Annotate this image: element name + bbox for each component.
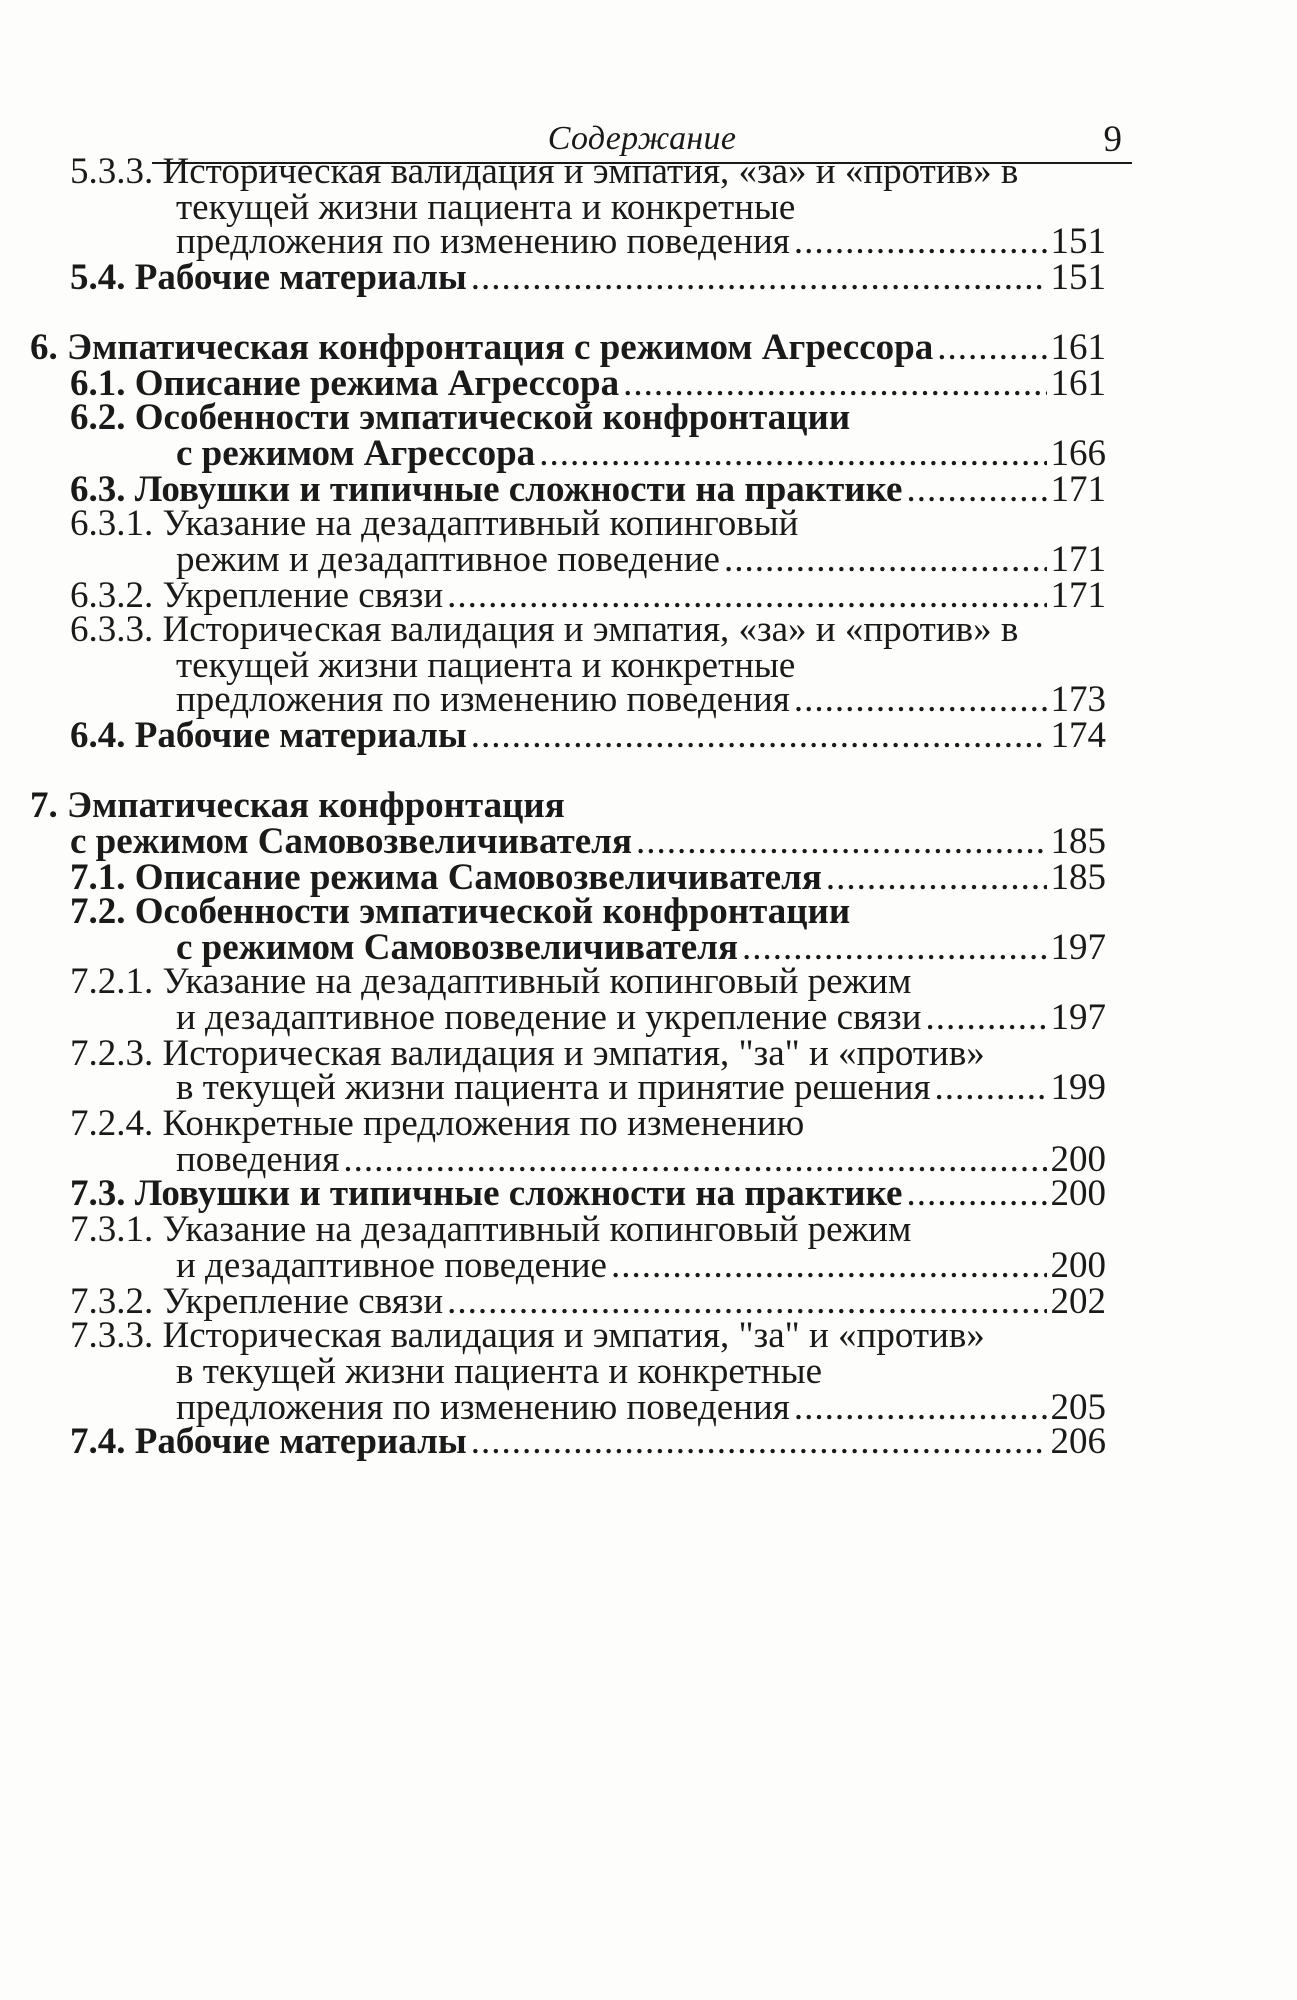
toc-entry-text: Рабочие материалы (134, 715, 467, 756)
toc-page-number: 161 (1050, 363, 1106, 404)
toc-entry-5-3-3-line2: текущей жизни пациента и конкретные (176, 187, 796, 228)
toc-entry-text: предложения по изменению поведения (176, 679, 790, 720)
toc-entry-text: и дезадаптивное поведение и укрепление связи (176, 997, 922, 1038)
toc-entry-text: Эмпатическая конфронтация с режимом Агрессора (67, 327, 934, 368)
toc-entry-text: с режимом Агрессора (176, 433, 536, 474)
leader-dots (471, 256, 1047, 300)
toc-entry-text: Историческая валидация и эмпатия, «за» и «против» в (162, 609, 1019, 650)
toc-entry-text: Эмпатическая конфронтация (67, 785, 565, 826)
toc-entry-text: Укрепление связи (162, 1281, 444, 1322)
toc-entry-number: 6.2. (70, 397, 126, 438)
toc-entry-number: 6.4. (70, 715, 126, 756)
toc-entry-number: 7.2.4. (70, 1103, 154, 1144)
toc-entry-text: поведения (176, 1139, 340, 1180)
toc-entry-text: Особенности эмпатической конфронтации (134, 397, 851, 438)
toc-entry-text: предложения по изменению поведения (176, 221, 790, 262)
toc-entry-7-3-3-line2: в текущей жизни пациента и конкретные (176, 1351, 823, 1392)
toc-entry-number: 6.3.3. (70, 609, 154, 650)
table-of-contents (30, 0, 1130, 2000)
toc-page-number: 171 (1050, 469, 1106, 510)
toc-page-number: 151 (1050, 257, 1106, 298)
toc-entry-number: 7.3.1. (70, 1209, 154, 1250)
toc-entry-text: Историческая валидация и эмпатия, "за" и «против» (162, 1315, 985, 1356)
toc-page-number: 185 (1050, 857, 1106, 898)
toc-page-number: 205 (1050, 1387, 1106, 1428)
toc-entry-text: Ловушки и типичные сложности на практике (134, 1173, 903, 1214)
toc-page-number: 185 (1050, 821, 1106, 862)
toc-entry-text: Описание режима Самовозвеличивателя (134, 857, 822, 898)
toc-entry-text: режим и дезадаптивное поведение (176, 539, 720, 580)
leader-dots (906, 1172, 1046, 1216)
toc-entry-number: 7.2. (70, 891, 126, 932)
toc-entry-text: Указание на дезадаптивный копинговый режим (162, 961, 912, 1002)
toc-page-number: 161 (1050, 327, 1106, 368)
toc-entry-number: 7.2.1. (70, 961, 154, 1002)
toc-page-number: 202 (1050, 1281, 1106, 1322)
toc-entry-text: Указание на дезадаптивный копинговый (162, 503, 799, 544)
toc-entry-number: 7.2.3. (70, 1033, 154, 1074)
toc-entry-text: в текущей жизни пациента и принятие решения (176, 1067, 931, 1108)
leader-dots (471, 1420, 1047, 1464)
toc-page-number: 171 (1050, 539, 1106, 580)
toc-entry-number: 6.3. (70, 469, 126, 510)
page-number: 9 (1103, 119, 1122, 160)
toc-page-number: 199 (1050, 1067, 1106, 1108)
toc-entry-number: 7.3.3. (70, 1315, 154, 1356)
toc-entry-6-3-3-line2: текущей жизни пациента и конкретные (176, 645, 796, 686)
toc-entry-number: 6.3.2. (70, 575, 154, 616)
toc-entry-text: Особенности эмпатической конфронтации (134, 891, 851, 932)
toc-page-number: 166 (1050, 433, 1106, 474)
toc-entry-text: Историческая валидация и эмпатия, "за" и «против» (162, 1033, 985, 1074)
toc-page-number: 206 (1050, 1421, 1106, 1462)
toc-entry-number: 7.3.2. (70, 1281, 154, 1322)
toc-entry-text: с режимом Самовозвеличивателя (70, 821, 632, 862)
toc-entry-6-4[interactable] (70, 714, 1106, 758)
toc-page-number: 151 (1050, 221, 1106, 262)
toc-entry-text: Конкретные предложения по изменению (162, 1103, 805, 1144)
toc-entry-number: 6. (30, 327, 58, 368)
toc-entry-text: с режимом Самовозвеличивателя (176, 927, 738, 968)
toc-page-number: 197 (1050, 927, 1106, 968)
toc-entry-7-4[interactable] (70, 1420, 1106, 1464)
leader-dots (471, 714, 1047, 758)
toc-entry-text: Историческая валидация и эмпатия, «за» и «против» в (162, 151, 1019, 192)
toc-entry-text: Ловушки и типичные сложности на практике (134, 469, 903, 510)
toc-entry-text: Описание режима Агрессора (134, 363, 620, 404)
toc-page-number: 200 (1050, 1245, 1106, 1286)
toc-entry-5-4[interactable] (70, 256, 1106, 300)
running-title: Содержание (547, 120, 737, 157)
leader-dots (906, 468, 1046, 512)
toc-entry-number: 5.3.3. (70, 151, 154, 192)
toc-entry-text: предложения по изменению поведения (176, 1387, 790, 1428)
toc-entry-number: 7. (30, 785, 58, 826)
leader-dots (934, 1066, 1046, 1110)
toc-page-number: 200 (1050, 1139, 1106, 1180)
toc-entry-text: Рабочие материалы (134, 257, 467, 298)
toc-entry-number: 5.4. (70, 257, 126, 298)
toc-entry-number: 7.4. (70, 1421, 126, 1462)
toc-entry-number: 6.1. (70, 363, 126, 404)
toc-page-number: 171 (1050, 575, 1106, 616)
toc-entry-text: Рабочие материалы (134, 1421, 467, 1462)
toc-entry-number: 7.3. (70, 1173, 126, 1214)
toc-entry-number: 7.1. (70, 857, 126, 898)
toc-page-number: 173 (1050, 679, 1106, 720)
leader-dots (826, 856, 1047, 900)
toc-entry-text: и дезадаптивное поведение (176, 1245, 607, 1286)
toc-entry-number: 6.3.1. (70, 503, 154, 544)
toc-entry-text: Укрепление связи (162, 575, 444, 616)
toc-page-number: 197 (1050, 997, 1106, 1038)
toc-page-number: 174 (1050, 715, 1106, 756)
toc-entry-text: Указание на дезадаптивный копинговый режим (162, 1209, 912, 1250)
toc-page-number: 200 (1050, 1173, 1106, 1214)
